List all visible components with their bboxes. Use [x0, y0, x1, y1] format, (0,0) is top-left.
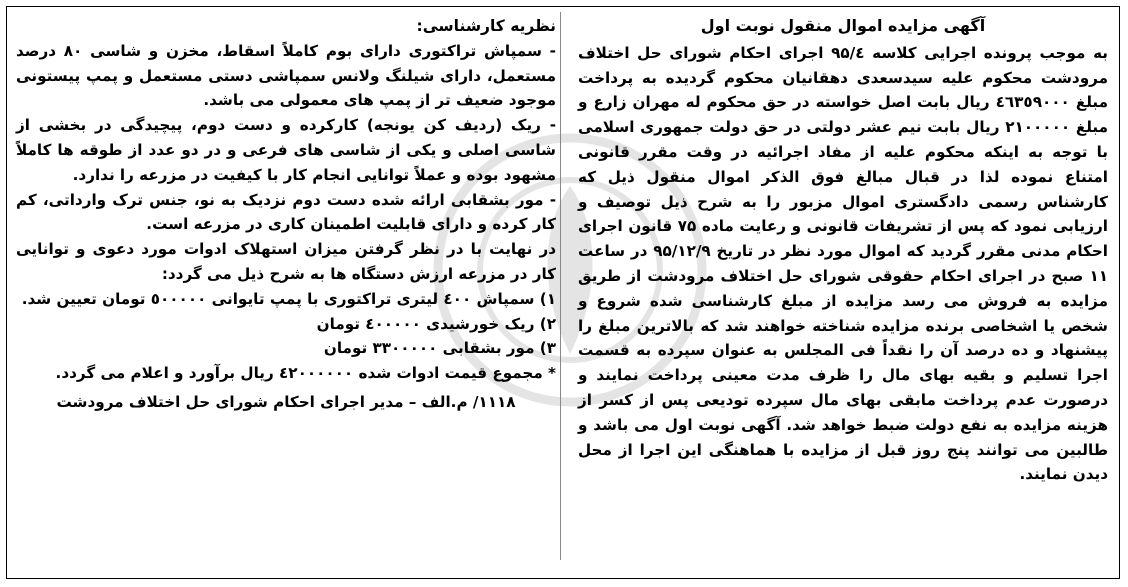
- opinion-item: - ریک (ردیف کن یونجه) کارکرده و دست دوم، پیچیدگی در بخشی از شاسی اصلی و یکی از شاسی های فرعی و در دو عدد از طوقه ها کاملاً مشهود بوده و عملاً توانایی انجام کار با کیفیت در مزرعه را ندارد.: [16, 116, 556, 184]
- opinion-item: - سمپاش تراکتوری دارای بوم کاملاً اسقاط، مخزن و شاسی ۸۰ درصد مستعمل، دارای شیلنگ ولانس سمپاشی دستی مستعمل و پمپ پیستونی موجود ضعیف تر از پمپ های معمولی می باشد.: [16, 41, 556, 110]
- valuation-item: ۳) مور بشقابی ۳۳۰۰۰۰۰ تومان: [323, 339, 556, 358]
- valuation-total: * مجموع قیمت ادوات شده ٤۲۰۰۰۰۰۰ ریال برآورد و اعلام می گردد.: [55, 364, 556, 383]
- auction-notice-body: به موجب پرونده اجرایی کلاسه ۹۵/٤ اجرای احکام شورای حل اختلاف مرودشت محکوم علیه سیدسعدی دهقانیان محکوم گردیده به پرداخت مبلغ ٤٦٣٥٩٠٠٠ ریال بابت اصل خواسته در حق محکوم له مهران زارع و مبلغ ۲۱۰۰۰۰۰ ریال بابت نیم عشر دولتی در حق دولت جمهوری اسلامی با توجه به اینکه محکوم علیه از مفاد اجرائیه در وقت مقرر قانونی امتناع نموده لذا در قبال مبالغ فوق الذکر اموال منقول ذیل که کارشناس رسمی دادگستری اموال مزبور را به شرح ذیل توصیف و ارزیابی نمود که پس از تشریفات قانونی و رعایت ماده ۷۵ قانون اجرای احکام مدنی مقرر گردید که اموال مورد نظر در تاریخ ۹۵/۱۲/۹ در ساعت ۱۱ صبح در اجرای احکام حقوقی شورای حل اختلاف مرودشت از طریق مزایده به فروش می رسد مزایده از مبلغ کارشناسی شده شروع و شخص یا اشخاصی برنده مزایده شناخته خواهند شد که بالاترین مبلغ را پیشنهاد و ده درصد آن را نقداً فی المجلس به عنوان سپرده به قسمت اجرا تسلیم و بقیه بهای مال را ظرف مدت معینی پرداخت نمایند و درصورت عدم پرداخت مابقی بهای مال سپرده تودیعی پس از کسر از هزینه مزایده به نفع دولت ضبط خواهد شد. آگهی نوبت اول می باشد و طالبین می توانند پنج روز قبل از مزایده با هماهنگی این اجرا از محل دیدن نمایند.: [578, 43, 1109, 484]
- opinion-conclusion: در نهایت با در نظر گرفتن میزان استهلاک ادوات مورد دعوی و توانایی کار در مزرعه ارزش دستگاه ها به شرح ذیل می گردد:: [16, 240, 556, 283]
- valuation-item: ۱) سمپاش ٤٠٠ لیتری تراکتوری با پمپ تایوانی ٥٠٠٠٠٠ تومان تعیین شد.: [21, 289, 556, 308]
- column-divider: [560, 12, 561, 560]
- signature-line: ۱۱۱۸/ م.الف – مدیر اجرای احکام شورای حل اختلاف مرودشت: [56, 392, 516, 411]
- auction-notice-column: [578, 14, 1108, 487]
- expert-opinion-title: نظریه کارشناسی:: [416, 17, 556, 35]
- expert-opinion-column: [16, 14, 556, 415]
- valuation-item: ۲) ریک خورشیدی ٤٠٠٠٠٠ تومان: [316, 314, 556, 333]
- opinion-item: - مور بشقابی ارائه شده دست دوم نزدیک به نو، جنس ترک وارداتی، کم کار کرده و دارای قابلیت اطمینان کاری در مزرعه است.: [16, 190, 556, 234]
- auction-notice-title: آگهی مزایده اموال منقول نوبت اول: [700, 16, 986, 35]
